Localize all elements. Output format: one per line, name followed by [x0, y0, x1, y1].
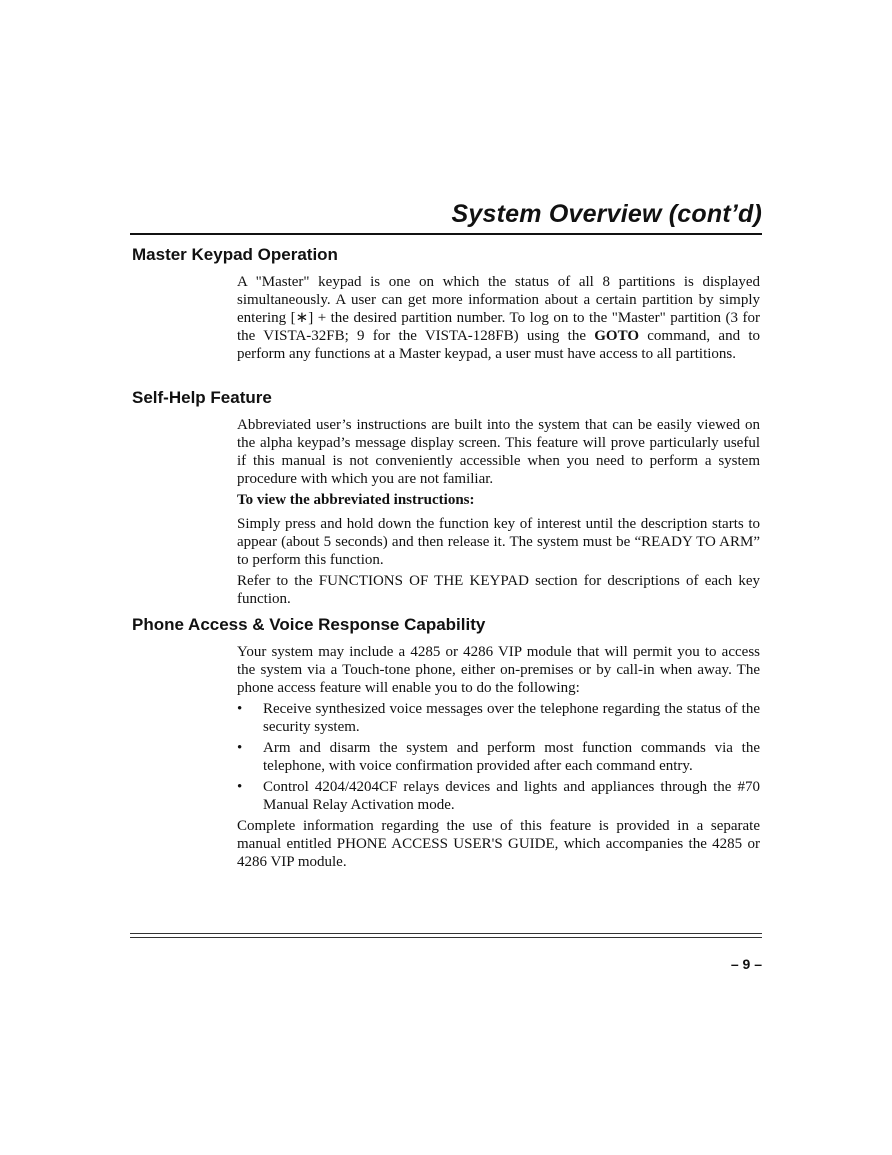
- self-help-paragraph-2: Simply press and hold down the function key of interest until the description starts to appear (about 5 seconds) and then release it. The system must be “READY TO ARM” to perform this function.: [237, 516, 760, 568]
- bullet-icon: •: [237, 740, 243, 756]
- footer-rule: [130, 933, 762, 938]
- title-rule: [130, 233, 762, 235]
- bullet-icon: •: [237, 701, 243, 717]
- page-title: System Overview (cont’d): [451, 200, 762, 228]
- master-keypad-text-a: A "Master" keypad is one on which the status of all 8 partitions is displayed simultaneously. A user can get more information about a certain partition by simply entering [∗] + the desired partition number. To log on to the "Master" partition (3 for the VISTA-32FB; 9 for the VISTA-128FB) using the: [237, 274, 760, 344]
- master-keypad-text-b: command, and to perform any functions at a Master keypad, a user must have access to all partitions.: [237, 328, 760, 362]
- bullet-text: Control 4204/4204CF relays devices and lights and appliances through the #70 Manual Relay Activation mode.: [263, 779, 760, 813]
- page-number: – 9 –: [730, 956, 762, 972]
- section-heading-phone-access: Phone Access & Voice Response Capability: [132, 615, 486, 634]
- list-item: [237, 700, 760, 736]
- phone-access-paragraph-2: Complete information regarding the use of this feature is provided in a separate manual entitled PHONE ACCESS USER'S GUIDE, which accompanies the 4285 or 4286 VIP module.: [237, 818, 760, 870]
- section-body-self-help: [237, 416, 760, 608]
- bullet-icon: •: [237, 779, 243, 795]
- list-item: [237, 778, 760, 814]
- goto-command-bold: GOTO: [594, 328, 639, 344]
- section-body-phone-access: [237, 643, 760, 871]
- section-body-master-keypad: [237, 273, 760, 363]
- phone-access-bullet-list: [237, 700, 760, 814]
- self-help-paragraph-3: Refer to the FUNCTIONS OF THE KEYPAD section for descriptions of each key function.: [237, 573, 760, 607]
- self-help-paragraph-1: Abbreviated user’s instructions are built into the system that can be easily viewed on the alpha keypad’s message display screen. This feature will prove particularly useful if this manual is not conveniently accessible when you need to perform a system procedure with which you are not familiar.: [237, 417, 760, 487]
- bullet-text: Receive synthesized voice messages over the telephone regarding the status of the security system.: [263, 701, 760, 735]
- list-item: [237, 739, 760, 775]
- self-help-subheading: To view the abbreviated instructions:: [237, 492, 475, 508]
- bullet-text: Arm and disarm the system and perform most function commands via the telephone, with voice confirmation provided after each command entry.: [263, 740, 760, 774]
- master-keypad-paragraph: [237, 273, 760, 363]
- phone-access-paragraph-1: Your system may include a 4285 or 4286 VIP module that will permit you to access the system via a Touch-tone phone, either on-premises or by call-in when away. The phone access feature will enable you to do the following:: [237, 644, 760, 696]
- section-heading-self-help: Self-Help Feature: [132, 388, 272, 407]
- section-heading-master-keypad: Master Keypad Operation: [132, 245, 338, 264]
